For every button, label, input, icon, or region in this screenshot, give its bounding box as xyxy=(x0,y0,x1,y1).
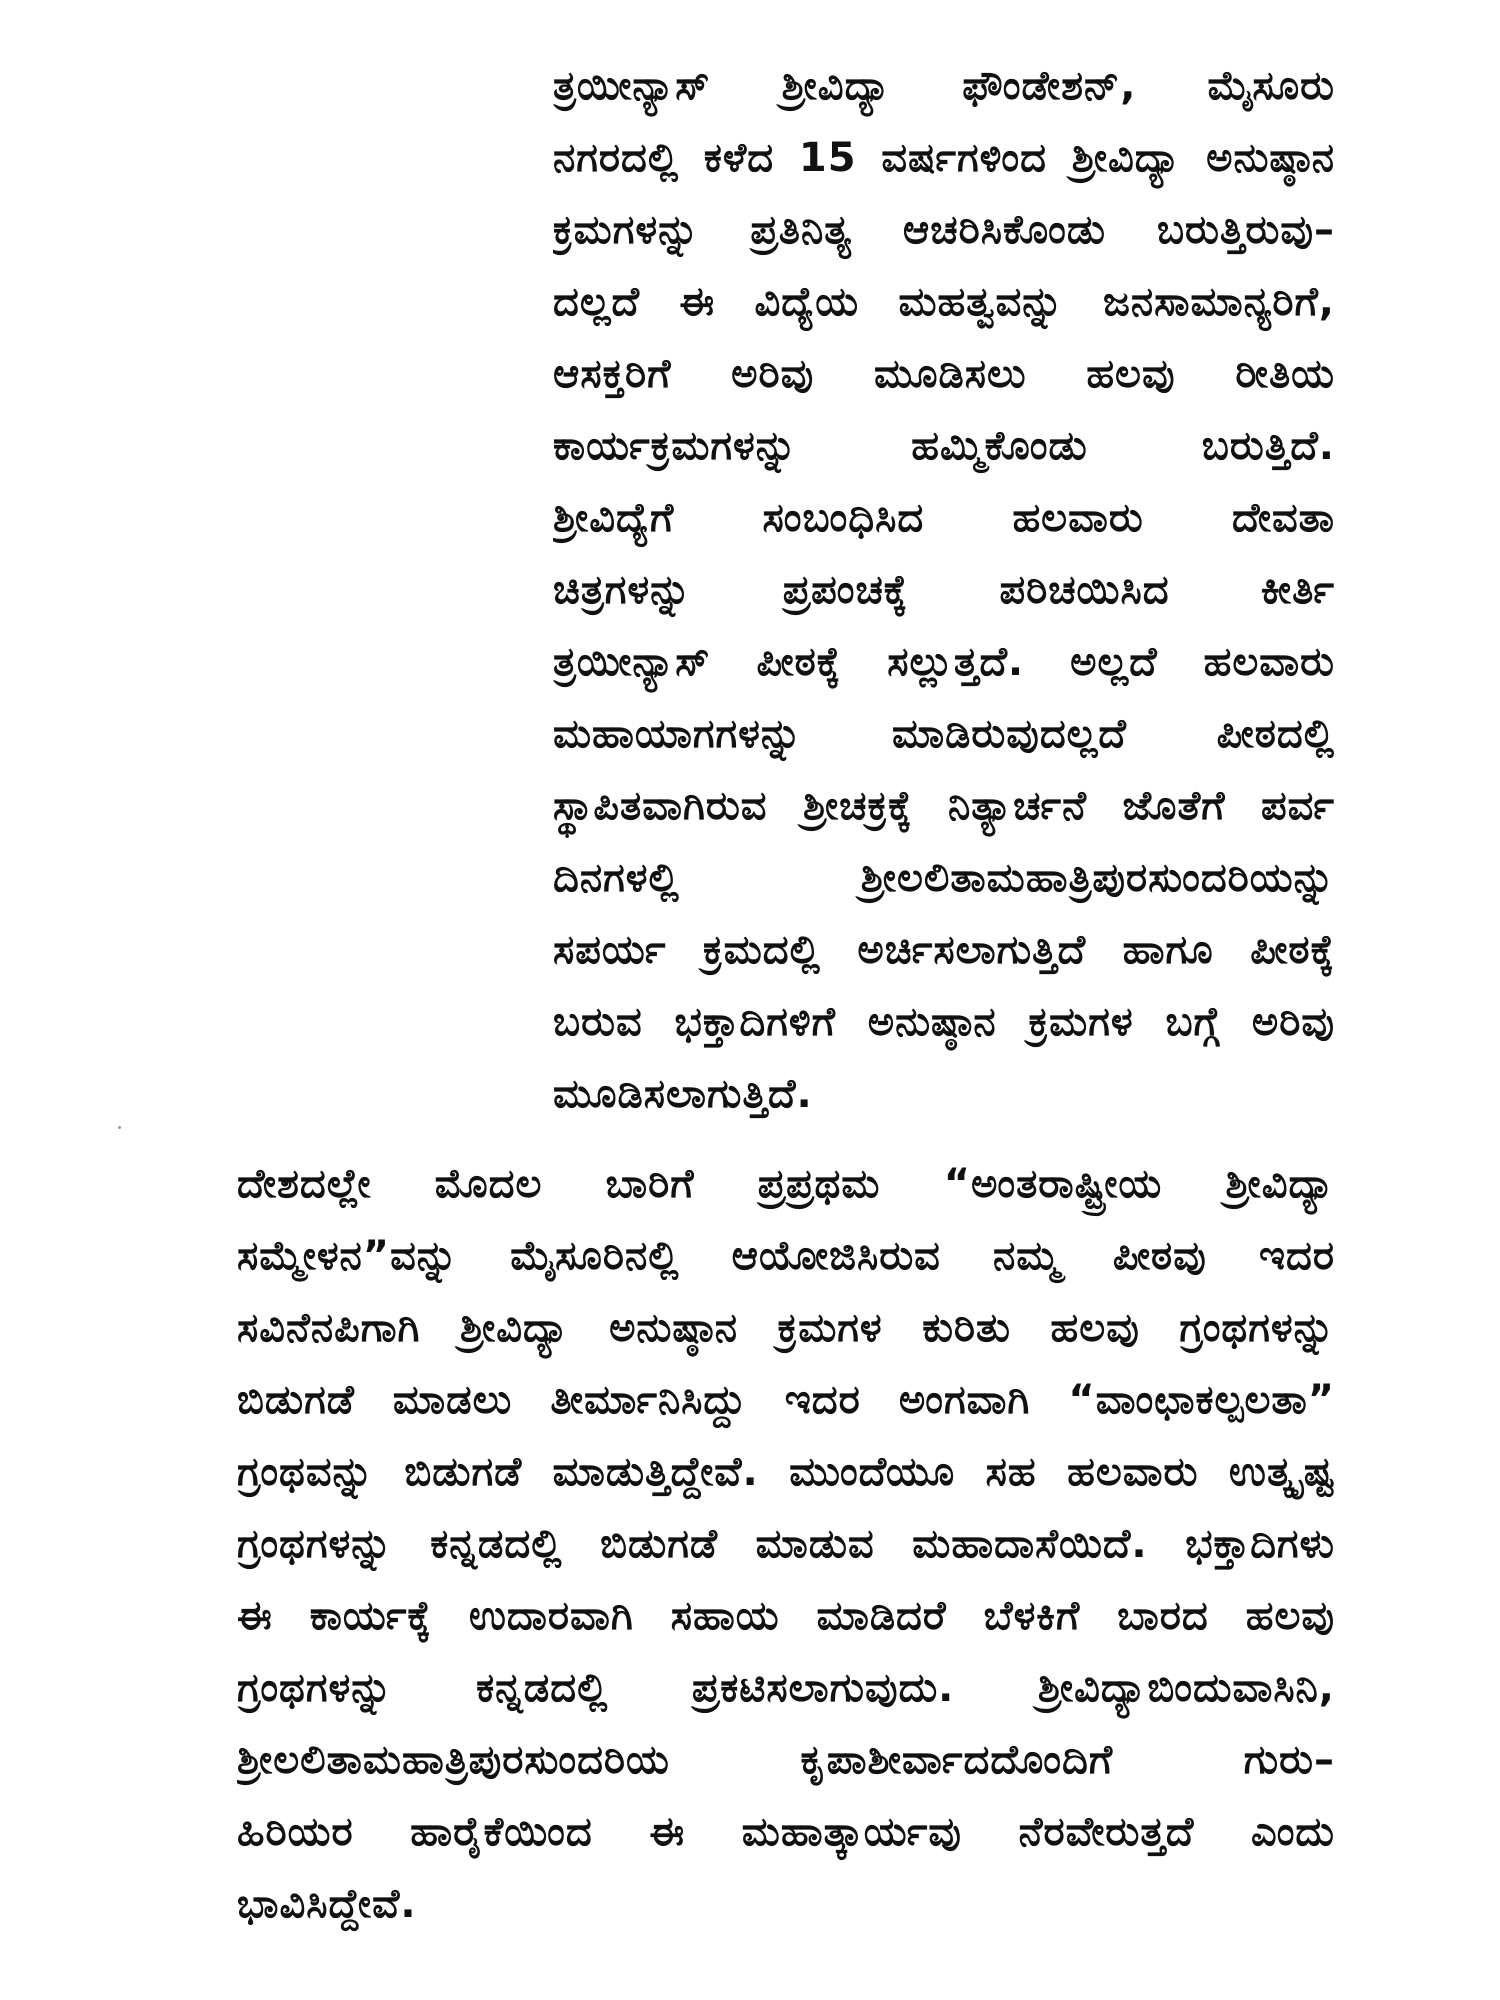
text-line: ದಲ್ಲದೆ ಈ ವಿದ್ಯೆಯ ಮಹತ್ವವನ್ನು ಜನಸಾಮಾನ್ಯರಿಗೆ, xyxy=(553,279,1335,325)
text-line: ಸವಿನೆನಪಿಗಾಗಿ ಶ್ರೀವಿದ್ಯಾ ಅನುಷ್ಠಾನ ಕ್ರಮಗಳ ಕುರಿತು ಹಲವು ಗ್ರಂಥಗಳನ್ನು xyxy=(237,1305,1335,1351)
text-line: ಗ್ರಂಥಗಳನ್ನು ಕನ್ನಡದಲ್ಲಿ ಬಿಡುಗಡೆ ಮಾಡುವ ಮಹಾದಾಸೆಯಿದೆ. ಭಕ್ತಾದಿಗಳು xyxy=(237,1521,1335,1567)
paragraph-foundation-intro xyxy=(553,50,1335,1130)
text-line: ತ್ರಯೀನ್ಯಾಸ್ ಶ್ರೀವಿದ್ಯಾ ಫೌಂಡೇಶನ್, ಮೈಸೂರು xyxy=(553,63,1335,109)
text-line: ನಗರದಲ್ಲಿ ಕಳೆದ 15 ವರ್ಷಗಳಿಂದ ಶ್ರೀವಿದ್ಯಾ ಅನುಷ್ಠಾನ xyxy=(553,135,1335,181)
text-line: ಗ್ರಂಥಗಳನ್ನು ಕನ್ನಡದಲ್ಲಿ ಪ್ರಕಟಿಸಲಾಗುವುದು. ಶ್ರೀವಿದ್ಯಾಬಿಂದುವಾಸಿನಿ, xyxy=(237,1665,1335,1711)
text-line: ಶ್ರೀಲಲಿತಾಮಹಾತ್ರಿಪುರಸುಂದರಿಯ ಕೃಪಾಶೀರ್ವಾದದೊಂದಿಗೆ ಗುರು– xyxy=(237,1737,1335,1783)
text-line: ಮೂಡಿಸಲಾಗುತ್ತಿದೆ. xyxy=(553,1071,813,1117)
text-line: ಸ್ಥಾಪಿತವಾಗಿರುವ ಶ್ರೀಚಕ್ರಕ್ಕೆ ನಿತ್ಯಾರ್ಚನೆ ಜೊತೆಗೆ ಪರ್ವ xyxy=(553,783,1335,829)
text-line: ಕಾರ್ಯಕ್ರಮಗಳನ್ನು ಹಮ್ಮಿಕೊಂಡು ಬರುತ್ತಿದೆ. xyxy=(553,423,1335,469)
text-line: ಮಹಾಯಾಗಗಳನ್ನು ಮಾಡಿರುವುದಲ್ಲದೆ ಪೀಠದಲ್ಲಿ xyxy=(553,711,1335,757)
text-line: ಭಾವಿಸಿದ್ದೇವೆ. xyxy=(237,1881,417,1927)
text-line: ಆಸಕ್ತರಿಗೆ ಅರಿವು ಮೂಡಿಸಲು ಹಲವು ರೀತಿಯ xyxy=(553,351,1335,397)
text-line: ತ್ರಯೀನ್ಯಾಸ್ ಪೀಠಕ್ಕೆ ಸಲ್ಲುತ್ತದೆ. ಅಲ್ಲದೆ ಹಲವಾರು xyxy=(553,639,1335,685)
paragraph-conference-announcement xyxy=(237,1148,1335,1940)
text-line: ದೇಶದಲ್ಲೇ ಮೊದಲ ಬಾರಿಗೆ ಪ್ರಪ್ರಥಮ “ಅಂತರಾಷ್ಟ್ರೀಯ ಶ್ರೀವಿದ್ಯಾ xyxy=(237,1161,1335,1207)
text-line: ಚಿತ್ರಗಳನ್ನು ಪ್ರಪಂಚಕ್ಕೆ ಪರಿಚಯಿಸಿದ ಕೀರ್ತಿ xyxy=(553,567,1335,613)
text-line: ಗ್ರಂಥವನ್ನು ಬಿಡುಗಡೆ ಮಾಡುತ್ತಿದ್ದೇವೆ. ಮುಂದೆಯೂ ಸಹ ಹಲವಾರು ಉತ್ಕೃಷ್ಟ xyxy=(237,1449,1335,1495)
text-line: ಸಪರ್ಯ ಕ್ರಮದಲ್ಲಿ ಅರ್ಚಿಸಲಾಗುತ್ತಿದೆ ಹಾಗೂ ಪೀಠಕ್ಕೆ xyxy=(553,927,1335,973)
text-line: ಶ್ರೀವಿದ್ಯೆಗೆ ಸಂಬಂಧಿಸಿದ ಹಲವಾರು ದೇವತಾ xyxy=(553,495,1335,541)
scan-speck xyxy=(118,1126,121,1129)
text-line: ದಿನಗಳಲ್ಲಿ ಶ್ರೀಲಲಿತಾಮಹಾತ್ರಿಪುರಸುಂದರಿಯನ್ನು xyxy=(553,855,1335,901)
text-line: ಬಿಡುಗಡೆ ಮಾಡಲು ತೀರ್ಮಾನಿಸಿದ್ದು ಇದರ ಅಂಗವಾಗಿ “ವಾಂಛಾಕಲ್ಪಲತಾ” xyxy=(237,1377,1335,1423)
text-line: ಈ ಕಾರ್ಯಕ್ಕೆ ಉದಾರವಾಗಿ ಸಹಾಯ ಮಾಡಿದರೆ ಬೆಳಕಿಗೆ ಬಾರದ ಹಲವು xyxy=(237,1593,1335,1639)
text-line: ಬರುವ ಭಕ್ತಾದಿಗಳಿಗೆ ಅನುಷ್ಠಾನ ಕ್ರಮಗಳ ಬಗ್ಗೆ ಅರಿವು xyxy=(553,999,1335,1045)
text-line: ಹಿರಿಯರ ಹಾರೈಕೆಯಿಂದ ಈ ಮಹಾತ್ಕಾರ್ಯವು ನೆರವೇರುತ್ತದೆ ಎಂದು xyxy=(237,1809,1335,1855)
text-line: ಸಮ್ಮೇಳನ”ವನ್ನು ಮೈಸೂರಿನಲ್ಲಿ ಆಯೋಜಿಸಿರುವ ನಮ್ಮ ಪೀಠವು ಇದರ xyxy=(237,1233,1335,1279)
text-line: ಕ್ರಮಗಳನ್ನು ಪ್ರತಿನಿತ್ಯ ಆಚರಿಸಿಕೊಂಡು ಬರುತ್ತಿರುವು– xyxy=(553,207,1335,253)
